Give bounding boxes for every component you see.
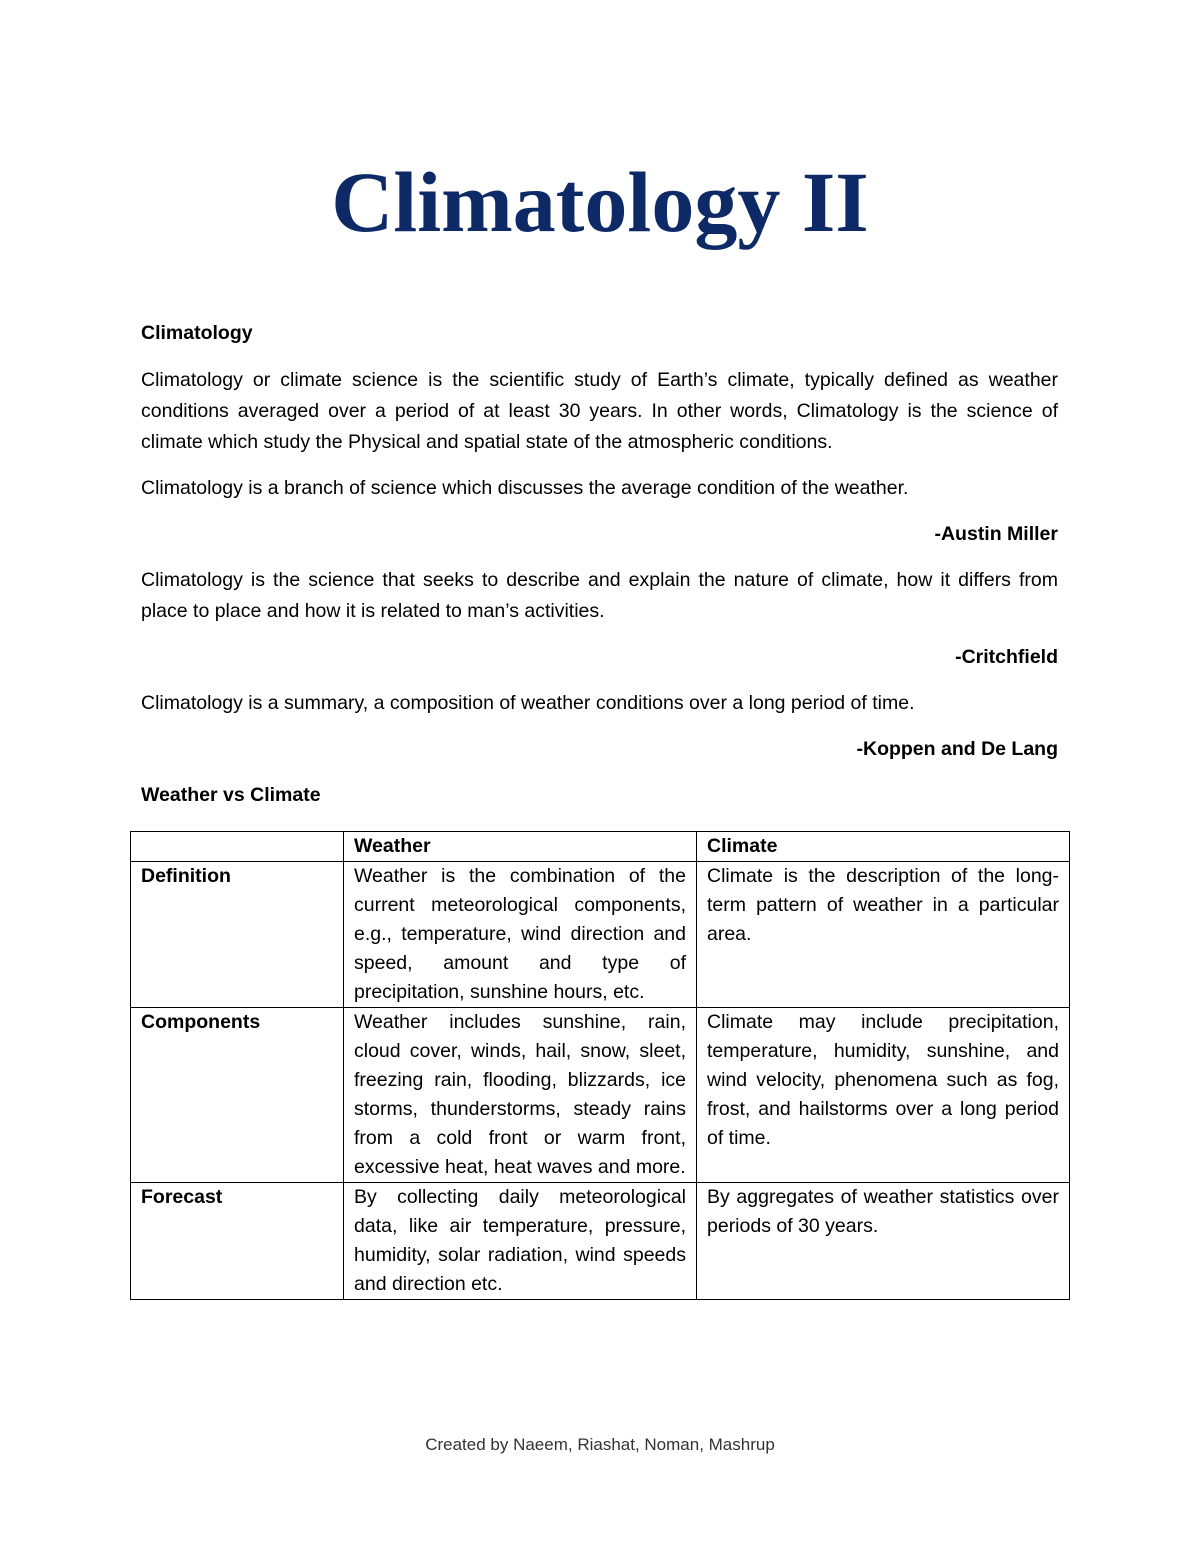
climate-cell: By aggregates of weather statistics over periods of 30 years. bbox=[697, 1183, 1070, 1300]
row-label-components: Components bbox=[131, 1008, 344, 1183]
table-header-cell-weather: Weather bbox=[344, 832, 697, 862]
footer-credits: Created by Naeem, Riashat, Noman, Mashrup bbox=[425, 1435, 775, 1454]
weather-cell: Weather includes sunshine, rain, cloud cover, winds, hail, snow, sleet, freezing rain, flooding, blizzards, ice storms, thunderstorms, steady rains from a cold front or warm front, excessive heat, heat waves and more. bbox=[344, 1008, 697, 1183]
weather-cell: By collecting daily meteorological data, like air temperature, pressure, humidity, solar radiation, wind speeds and direction etc. bbox=[344, 1183, 697, 1300]
table-header-cell-climate: Climate bbox=[697, 832, 1070, 862]
table-header-row bbox=[131, 832, 1070, 862]
document-body bbox=[141, 318, 1058, 811]
page-title: Climatology II bbox=[331, 154, 869, 250]
weather-vs-climate-table bbox=[130, 831, 1070, 1300]
row-label-definition: Definition bbox=[131, 862, 344, 1008]
weather-cell: Weather is the combination of the current meteorological components, e.g., temperature, wind direction and speed, amount and type of precipitation, sunshine hours, etc. bbox=[344, 862, 697, 1008]
quote-author: -Koppen and De Lang bbox=[856, 738, 1058, 760]
quote-text: Climatology is a branch of science which discusses the average condition of the weather. bbox=[141, 477, 909, 499]
quote-text: Climatology is a summary, a composition of weather conditions over a long period of time. bbox=[141, 692, 915, 714]
quote-text: Climatology is the science that seeks to describe and explain the nature of climate, how it differs from place to place and how it is related to man’s activities. bbox=[141, 569, 1058, 622]
row-label-forecast: Forecast bbox=[131, 1183, 344, 1300]
section-heading-climatology: Climatology bbox=[141, 322, 253, 344]
quote-author: -Austin Miller bbox=[934, 523, 1058, 545]
table-header-cell bbox=[131, 832, 344, 862]
table-row bbox=[131, 1008, 1070, 1183]
quote-author: -Critchfield bbox=[955, 646, 1058, 668]
climate-cell: Climate may include precipitation, temperature, humidity, sunshine, and wind velocity, phenomena such as fog, frost, and hailstorms over a long period of time. bbox=[697, 1008, 1070, 1183]
climate-cell: Climate is the description of the long-term pattern of weather in a particular area. bbox=[697, 862, 1070, 1008]
definition-paragraph: Climatology or climate science is the scientific study of Earth’s climate, typically defined as weather conditions averaged over a period of at least 30 years. In other words, Climatology is the science of climate which study the Physical and spatial state of the atmospheric conditions. bbox=[141, 369, 1058, 453]
section-heading-weather-vs-climate: Weather vs Climate bbox=[141, 784, 321, 806]
table-row bbox=[131, 1183, 1070, 1300]
table-row bbox=[131, 862, 1070, 1008]
